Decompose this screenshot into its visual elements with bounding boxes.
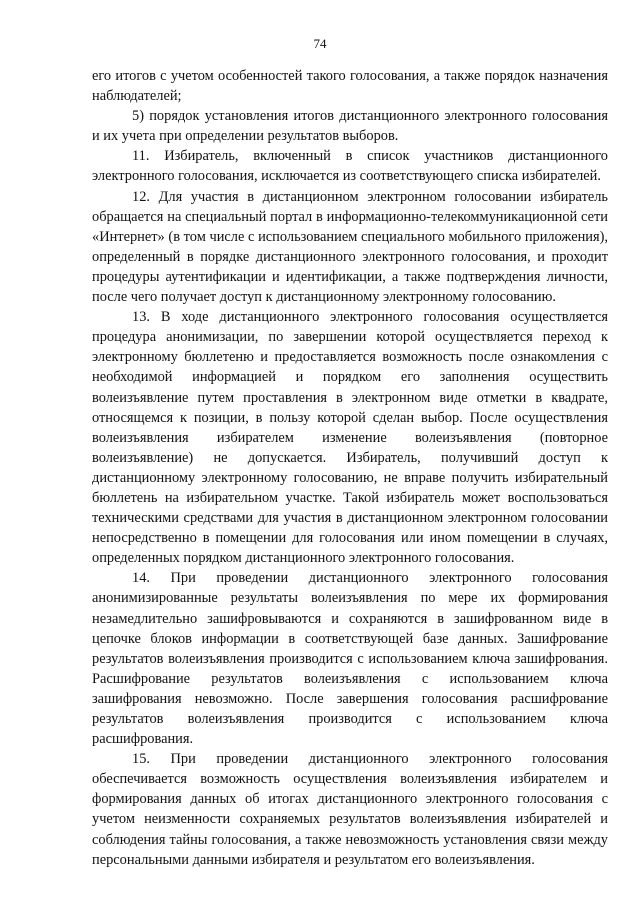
paragraph-continuation: его итогов с учетом особенностей такого голосования, а также порядок назначения наблюдателей;: [92, 68, 608, 105]
paragraph-12: 12. Для участия в дистанционном электронном голосовании избиратель обращается на специальный портал в информационно-телекоммуникационной сети «Интернет» (в том числе с использованием специального мобильного приложения), определенный в порядке дистанционного электронного голосования, и проходит процедуры аутентификации и идентификации, а также подтверждения личности, после чего получает доступ к дистанционному электронному голосованию.: [92, 188, 608, 306]
paragraph-11: 11. Избиратель, включенный в список участников дистанционного электронного голосования, исключается из соответствующего списка избирателей.: [92, 148, 608, 185]
paragraph-14: 14. При проведении дистанционного электронного голосования анонимизированные результаты волеизъявления по мере их формирования незамедлительно зашифровываются и сохраняются в зашифрованном виде в цепочке блоков информации в соответствующей базе данных. Зашифрование результатов волеизъявления производится с использованием ключа зашифрования. Расшифрование результатов волеизъявления с использованием ключа зашифрования невозможно. После завершения голосования расшифрование результатов волеизъявления производится с использованием ключа расшифрования.: [92, 570, 608, 748]
paragraph-15: 15. При проведении дистанционного электронного голосования обеспечивается возможность осуществления волеизъявления избирателем и формирования данных об итогах дистанционного электронного голосования с учетом неизменности сохраняемых результатов волеизъявления избирателей и соблюдения тайны голосования, а также невозможность установления связи между персональными данными избирателя и результатом его волеизъявления.: [92, 751, 608, 868]
paragraph-13: 13. В ходе дистанционного электронного голосования осуществляется процедура анонимизации, по завершении которой осуществляется переход к электронному бюллетеню и предоставляется возможность после ознакомления с необходимой информацией и порядком его заполнения осуществить волеизъявление путем проставления в электронном виде отметки в квадрате, относящемся к позиции, в пользу которой сделан выбор. После осуществления волеизъявления избирателем изменение волеизъявления (повторное волеизъявление) не допускается. Избиратель, получивший доступ к дистанционному электронному голосованию, не вправе получить избирательный бюллетень на избирательном участке. Такой избиратель может воспользоваться техническими средствами для участия в дистанционном электронном голосовании непосредственно в помещении для голосования или ином помещении в случаях, определенных порядком дистанционного электронного голосования.: [92, 309, 608, 567]
page-number: 74: [313, 36, 327, 51]
document-body: [92, 66, 608, 870]
paragraph-item-5: 5) порядок установления итогов дистанционного электронного голосования и их учета при определении результатов выборов.: [92, 108, 608, 145]
